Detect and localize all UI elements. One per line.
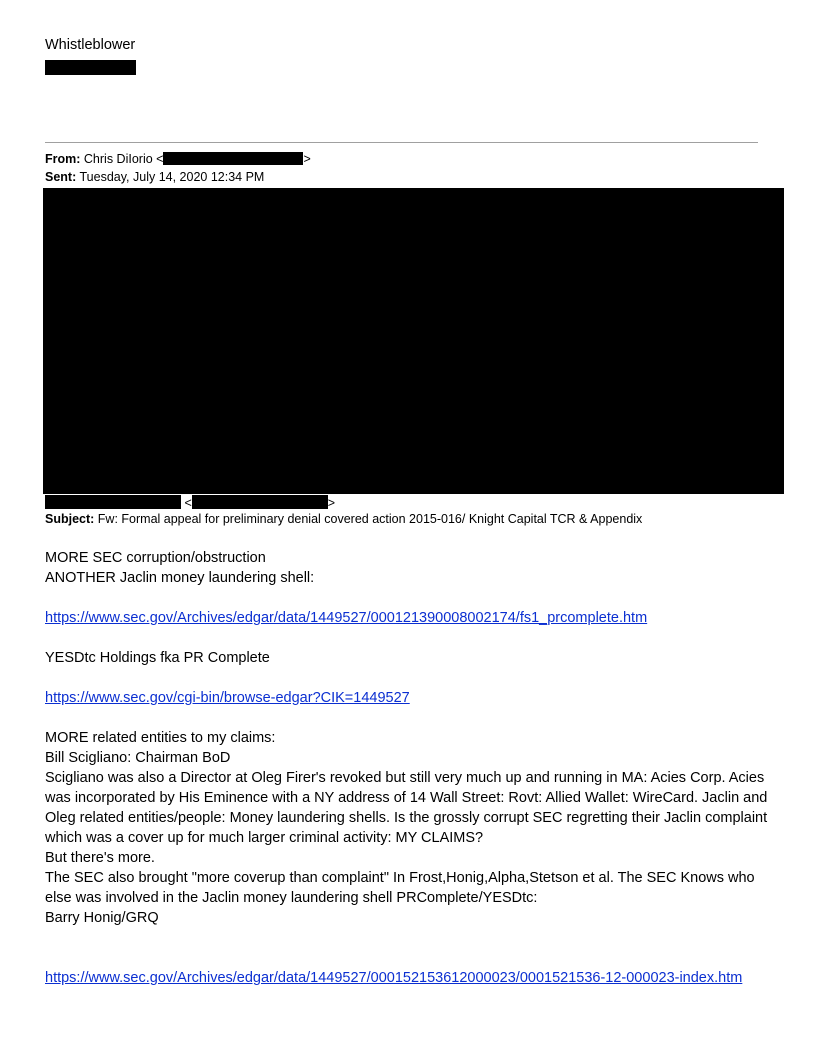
body-line: Bill Scigliano: Chairman BoD bbox=[45, 750, 231, 766]
recipient-line bbox=[45, 495, 335, 510]
sent-line bbox=[45, 170, 264, 184]
edgar-link-prcomplete[interactable]: https://www.sec.gov/Archives/edgar/data/1449527/000121390008002174/fs1_prcomplete.htm bbox=[45, 610, 648, 626]
body-line: But there's more. bbox=[45, 850, 155, 866]
body-link-line bbox=[45, 608, 647, 628]
recipient-open: < bbox=[184, 496, 192, 510]
body-line: MORE SEC corruption/obstruction bbox=[45, 550, 266, 566]
subject-line bbox=[45, 512, 642, 526]
body-paragraph: Scigliano was also a Director at Oleg Firer's revoked but still very much up and running in MA: Acies Corp. Acies was incorporated by His Eminence with a NY address of 14 Wall Street: Rovt: Allied Wallet: WireCard. Jaclin and Oleg related entities/people: Money laundering shells. Is the grossly corrupt SEC regretting their Jaclin complaint which was a cover up for much larger criminal activity: MY CLAIMS? bbox=[45, 770, 768, 846]
redaction-block bbox=[192, 495, 328, 509]
from-close: > bbox=[303, 152, 311, 166]
body-paragraph: The SEC also brought "more coverup than complaint" In Frost,Honig,Alpha,Stetson et al. The SEC Knows who else was involved in the Jaclin money laundering shell PRComplete/YESDtc: bbox=[45, 870, 755, 906]
sent-value: Tuesday, July 14, 2020 12:34 PM bbox=[79, 170, 265, 184]
body-link-line bbox=[45, 688, 410, 708]
from-line bbox=[45, 152, 311, 166]
header-divider bbox=[45, 142, 758, 143]
body-line: ANOTHER Jaclin money laundering shell: bbox=[45, 570, 315, 586]
body-line: YESDtc Holdings fka PR Complete bbox=[45, 650, 270, 666]
body-line: Barry Honig/GRQ bbox=[45, 910, 159, 926]
subject-label: Subject: bbox=[45, 512, 95, 526]
from-label: From: bbox=[45, 152, 81, 166]
redaction-block bbox=[163, 152, 303, 165]
subject-value: Fw: Formal appeal for preliminary denial covered action 2015-016/ Knight Capital TCR & Appendix bbox=[97, 512, 643, 526]
from-name: Chris DiIorio < bbox=[83, 152, 164, 166]
redaction-block bbox=[45, 60, 136, 75]
redaction-block-large bbox=[43, 188, 784, 494]
redaction-block bbox=[45, 495, 181, 509]
edgar-link-browse[interactable]: https://www.sec.gov/cgi-bin/browse-edgar?CIK=1449527 bbox=[45, 690, 410, 706]
body-line: MORE related entities to my claims: bbox=[45, 730, 276, 746]
body-link-line bbox=[45, 968, 742, 988]
edgar-link-index[interactable]: https://www.sec.gov/Archives/edgar/data/1449527/000152153612000023/0001521536-12-000023-index.htm bbox=[45, 970, 743, 986]
document-heading: Whistleblower bbox=[45, 37, 136, 53]
sent-label: Sent: bbox=[45, 170, 77, 184]
recipient-close: > bbox=[327, 496, 336, 510]
